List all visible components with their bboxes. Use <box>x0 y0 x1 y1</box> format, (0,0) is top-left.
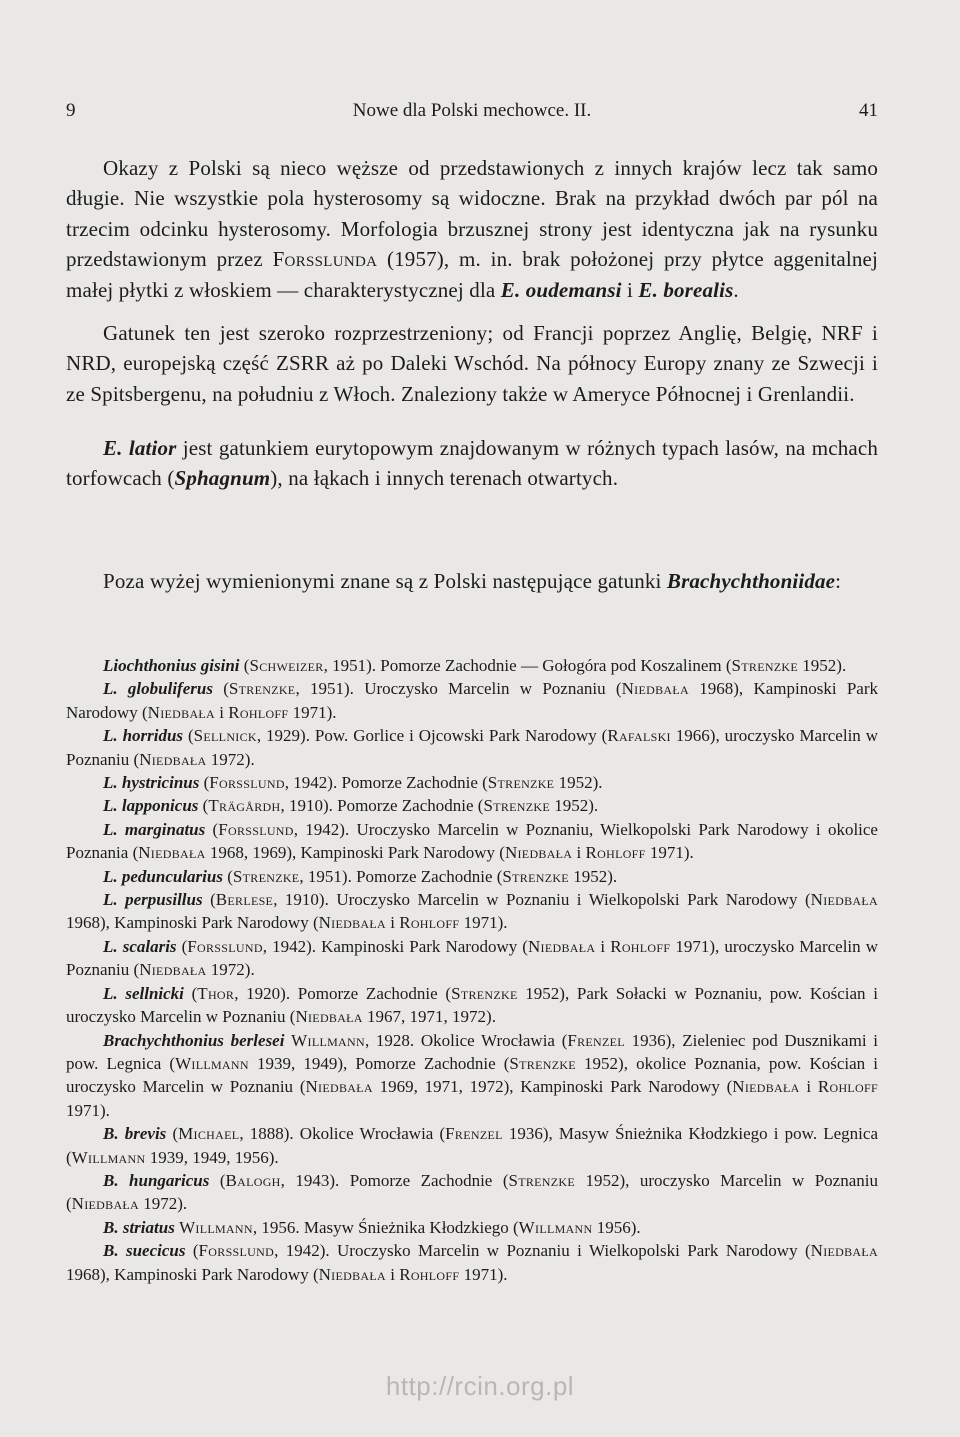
running-title: Nowe dla Polski mechowce. II. <box>352 100 592 121</box>
species-name: L. horridus <box>103 726 184 746</box>
author-citation: Rohloff <box>228 702 289 722</box>
author-citation: Frenzel <box>445 1124 503 1144</box>
author-citation: Strenzke <box>508 1170 575 1190</box>
author-citation: Forsslund <box>218 819 294 839</box>
text-run: 1972). <box>139 1194 188 1214</box>
species-name: B. striatus <box>103 1217 175 1237</box>
author-citation: Frenzel <box>567 1030 625 1050</box>
text-run: ( <box>183 726 194 746</box>
text-run: , 1920). Pomorze Zachodnie ( <box>234 983 452 1003</box>
author-citation: Forsslund <box>187 936 263 956</box>
text-run: ( <box>212 679 229 699</box>
text-run: ( <box>198 796 209 816</box>
text-run: 1936), Masyw Śnieżnika Kłodzkiego i pow. Legnica ( <box>66 1124 878 1167</box>
author-citation: Forsslunda <box>272 247 378 272</box>
author-citation: Strenzke <box>483 796 550 816</box>
author-citation: Willmann <box>71 1147 146 1167</box>
species-name: E. borealis <box>638 277 734 302</box>
text-run: (1957), m. in. brak położonej przy płytce aggenitalnej małej płytki z włoskiem — charakterystycznej dla <box>66 247 878 302</box>
species-name: L. lapponicus <box>103 796 199 816</box>
author-citation: Rohloff <box>610 936 671 956</box>
text-run: , 1888). Okolice Wrocławia ( <box>239 1124 446 1144</box>
genus-name: Sphagnum <box>174 466 271 491</box>
text-run: 1968), Kampinoski Park Narodowy ( <box>66 913 319 933</box>
author-citation: Rohloff <box>399 913 460 933</box>
author-citation: Strenzke <box>487 773 555 793</box>
text-run: , 1943). Pomorze Zachodnie ( <box>280 1170 509 1190</box>
author-citation: Berlese <box>215 890 274 910</box>
author-citation: Niedbała <box>138 843 206 863</box>
text-run: 1952). <box>798 656 847 675</box>
species-name: L. marginatus <box>103 819 206 839</box>
text-run: ( <box>166 1124 179 1144</box>
author-citation: Willmann <box>179 1217 253 1237</box>
author-citation: Niedbała <box>810 890 878 910</box>
author-citation: Niedbała <box>810 1241 878 1261</box>
species-name: Liochthonius gisini <box>103 656 240 675</box>
text-run: , 1942). Uroczysko Marcelin w Poznaniu i Wielkopolski Park Narodowy ( <box>274 1241 811 1261</box>
species-name: L. hystricinus <box>103 773 200 793</box>
author-citation: Strenzke <box>232 866 300 886</box>
author-citation: Strenzke <box>509 1053 576 1073</box>
text-run: , 1951). Pomorze Zachodnie — Gołogóra pod Koszalinem ( <box>323 656 732 675</box>
paragraph-distribution <box>66 318 878 409</box>
author-citation: Schweizer <box>249 656 324 675</box>
author-citation: Strenzke <box>228 679 296 699</box>
author-citation: Strenzke <box>502 866 569 886</box>
author-citation: Rafalski <box>607 726 671 746</box>
text-run: Poza wyżej wymienionymi znane są z Polski następujące gatunki <box>103 569 667 593</box>
text-run: ( <box>199 773 210 793</box>
text-run: , 1951). Uroczysko Marcelin w Poznaniu ( <box>295 679 622 699</box>
text-run: 1939, 1949), Pomorze Zachodnie ( <box>248 1053 510 1073</box>
author-citation: Niedbała <box>504 843 573 863</box>
watermark-url: http://rcin.org.pl <box>385 1371 575 1401</box>
text-run: ), na łąkach i innych terenach otwartych. <box>270 466 619 491</box>
text-run: i <box>799 1077 818 1097</box>
text-run: ( <box>202 890 216 910</box>
author-citation: Niedbała <box>71 1194 140 1214</box>
text-run: , 1910). Pomorze Zachodnie ( <box>280 796 484 816</box>
author-citation: Rohloff <box>399 1264 460 1284</box>
text-run: , 1942). Pomorze Zachodnie ( <box>284 773 488 793</box>
species-entry <box>66 818 878 865</box>
species-entry <box>66 1239 878 1286</box>
text-run: , 1942). Uroczysko Marcelin w Poznaniu, Wielkopolski Park Narodowy i okolice Poznania ( <box>66 819 878 863</box>
species-entry <box>66 865 878 888</box>
author-citation: Willmann <box>518 1217 593 1237</box>
text-run: , 1929). Pow. Gorlice i Ojcowski Park Narodowy ( <box>256 726 608 746</box>
text-run: , 1951). Pomorze Zachodnie ( <box>299 866 503 886</box>
text-run: 1939, 1949, 1956). <box>145 1147 279 1167</box>
species-entry <box>66 654 878 677</box>
species-name: Brachychthonius berlesei <box>103 1030 285 1050</box>
text-run: 1972). <box>206 749 255 769</box>
text-run: , 1928. Okolice Wrocławia ( <box>364 1030 568 1050</box>
running-header <box>66 100 878 130</box>
text-run: 1952). <box>568 866 618 886</box>
text-run: 1952). <box>549 796 599 816</box>
author-citation: Rohloff <box>817 1077 878 1097</box>
text-run: 1967, 1971, 1972). <box>362 1007 496 1027</box>
author-citation: Thor <box>197 983 235 1003</box>
author-citation: Forsslund <box>209 773 285 793</box>
text-run: , 1956. Masyw Śnieżnika Kłodzkiego ( <box>252 1217 519 1237</box>
paragraph-ecology <box>66 433 878 494</box>
author-citation: Willmann <box>175 1053 249 1073</box>
author-citation: Balogh <box>225 1170 281 1190</box>
text-run: 1971). <box>459 913 508 933</box>
species-entry <box>66 935 878 982</box>
text-run: i <box>215 702 229 722</box>
species-entry <box>66 1122 878 1169</box>
author-citation: Forsslund <box>198 1241 275 1261</box>
family-name: Brachychthoniidae <box>666 569 836 593</box>
author-citation: Willmann <box>291 1030 365 1050</box>
text-run: ( <box>239 656 250 675</box>
author-citation: Strenzke <box>451 983 518 1003</box>
species-entry <box>66 888 878 935</box>
author-citation: Niedbała <box>139 960 207 980</box>
species-name: L. globuliferus <box>103 679 213 699</box>
text-run: 1952), okolice Poznania, pow. Kościan i uroczysko Marcelin w Poznaniu ( <box>66 1053 878 1097</box>
text-run: 1969, 1971, 1972), Kampinoski Park Narodowy ( <box>372 1077 733 1097</box>
text-run: i <box>595 936 611 956</box>
author-citation: Strenzke <box>731 656 799 675</box>
author-citation: Niedbała <box>147 702 216 722</box>
text-run: i <box>385 913 400 933</box>
text-run: 1971). <box>459 1264 508 1284</box>
species-entry <box>66 794 878 817</box>
text-run: : <box>835 569 842 593</box>
author-citation: Niedbała <box>732 1077 800 1097</box>
species-list <box>66 654 878 1286</box>
author-citation: Trägårdh <box>208 796 281 816</box>
author-citation: Michael <box>178 1124 240 1144</box>
text-run: ( <box>183 983 198 1003</box>
text-run: ( <box>176 936 188 956</box>
author-citation: Niedbała <box>318 913 386 933</box>
text-run: 1971). <box>66 1100 110 1120</box>
text-run: i <box>385 1264 400 1284</box>
text-run: 1966), uroczysko Marcelin w Poznaniu ( <box>66 726 879 769</box>
text-run: 1971). <box>288 702 337 722</box>
species-name: E. oudemansi <box>500 277 622 302</box>
text-run: ( <box>209 1170 226 1190</box>
text-run: 1952), uroczysko Marcelin w Poznaniu ( <box>66 1170 878 1214</box>
author-citation: Rohloff <box>585 843 646 863</box>
text-run: 1952), Park Sołacki w Poznaniu, pow. Kościan i uroczysko Marcelin w Poznaniu ( <box>66 983 878 1027</box>
text-run: 1952). <box>554 773 603 793</box>
author-citation: Sellnick <box>193 726 257 746</box>
species-name: B. hungaricus <box>103 1170 210 1190</box>
species-entry <box>66 771 878 794</box>
text-run: 1971). <box>645 843 694 863</box>
species-name: B. suecicus <box>103 1241 186 1261</box>
author-citation: Niedbała <box>139 749 207 769</box>
text-run: ( <box>222 866 233 886</box>
text-run: . <box>733 277 739 302</box>
text-run: , 1910). Uroczysko Marcelin w Poznaniu i Wielkopolski Park Narodowy ( <box>273 890 811 910</box>
text-run: 1968), Kampinoski Park Narodowy ( <box>66 1264 319 1284</box>
paragraph-morphology <box>66 153 878 305</box>
page-number: 41 <box>859 100 878 121</box>
paragraph-intro-list <box>66 566 878 596</box>
text-run: 1936), Zieleniec pod Dusznikami i pow. Legnica ( <box>66 1030 878 1073</box>
species-entry <box>66 724 878 771</box>
species-entry <box>66 982 878 1029</box>
text-run: 1972). <box>206 960 255 980</box>
author-citation: Niedbała <box>305 1077 373 1097</box>
text-run: Okazy z Polski są nieco węższe od przedstawionych z innych krajów lecz tak samo długie. Nie wszystkie pola hysterosomy są widoczne. Brak na przykład dwóch par pól na trzecim odcinku hysterosomy. Morfologia brzusznej strony jest identyczna jak na rysunku przedstawionym przez <box>66 156 878 272</box>
paragraph-text <box>66 153 878 305</box>
species-entry <box>66 1169 878 1216</box>
species-entry <box>66 1029 878 1123</box>
species-name: E. latior <box>103 436 177 460</box>
species-name: B. brevis <box>103 1124 167 1144</box>
text-run: jest gatunkiem eurytopowym znajdowanym w różnych typach lasów, na mchach torfowcach ( <box>66 436 878 491</box>
paragraph-text <box>66 433 878 494</box>
text-run: 1956). <box>592 1217 641 1237</box>
text-run: 1968), Kampinoski Park Narodowy ( <box>66 679 879 722</box>
species-entry <box>66 677 878 724</box>
text-run: ( <box>185 1241 199 1261</box>
species-name: L. sellnicki <box>103 983 184 1003</box>
species-name: L. perpusillus <box>103 890 203 910</box>
issue-number: 9 <box>66 100 76 121</box>
text-run: 1968, 1969), Kampinoski Park Narodowy ( <box>205 843 505 863</box>
text-run: i <box>572 843 586 863</box>
text-run: 1971), uroczysko Marcelin w Poznaniu ( <box>66 936 878 980</box>
author-citation: Niedbała <box>295 1007 363 1027</box>
paragraph-text <box>66 566 878 596</box>
species-name: L. scalaris <box>103 936 177 956</box>
text-run: i <box>621 277 639 302</box>
paragraph-text: Gatunek ten jest szeroko rozprzestrzeniony; od Francji poprzez Anglię, Belgię, NRF i NRD, europejską część ZSRR aż po Daleki Wschód. Na północy Europy znany ze Szwecji i ze Spitsbergenu, na południu z Włoch. Znaleziony także w Ameryce Północnej i Grenlandii. <box>66 321 878 406</box>
text-run: , 1942). Kampinoski Park Narodowy ( <box>262 936 528 956</box>
species-name: L. peduncularius <box>103 866 223 886</box>
author-citation: Niedbała <box>318 1264 386 1284</box>
species-entry <box>66 1216 878 1239</box>
author-citation: Niedbała <box>527 936 596 956</box>
text-run: ( <box>205 819 219 839</box>
author-citation: Niedbała <box>621 679 689 699</box>
